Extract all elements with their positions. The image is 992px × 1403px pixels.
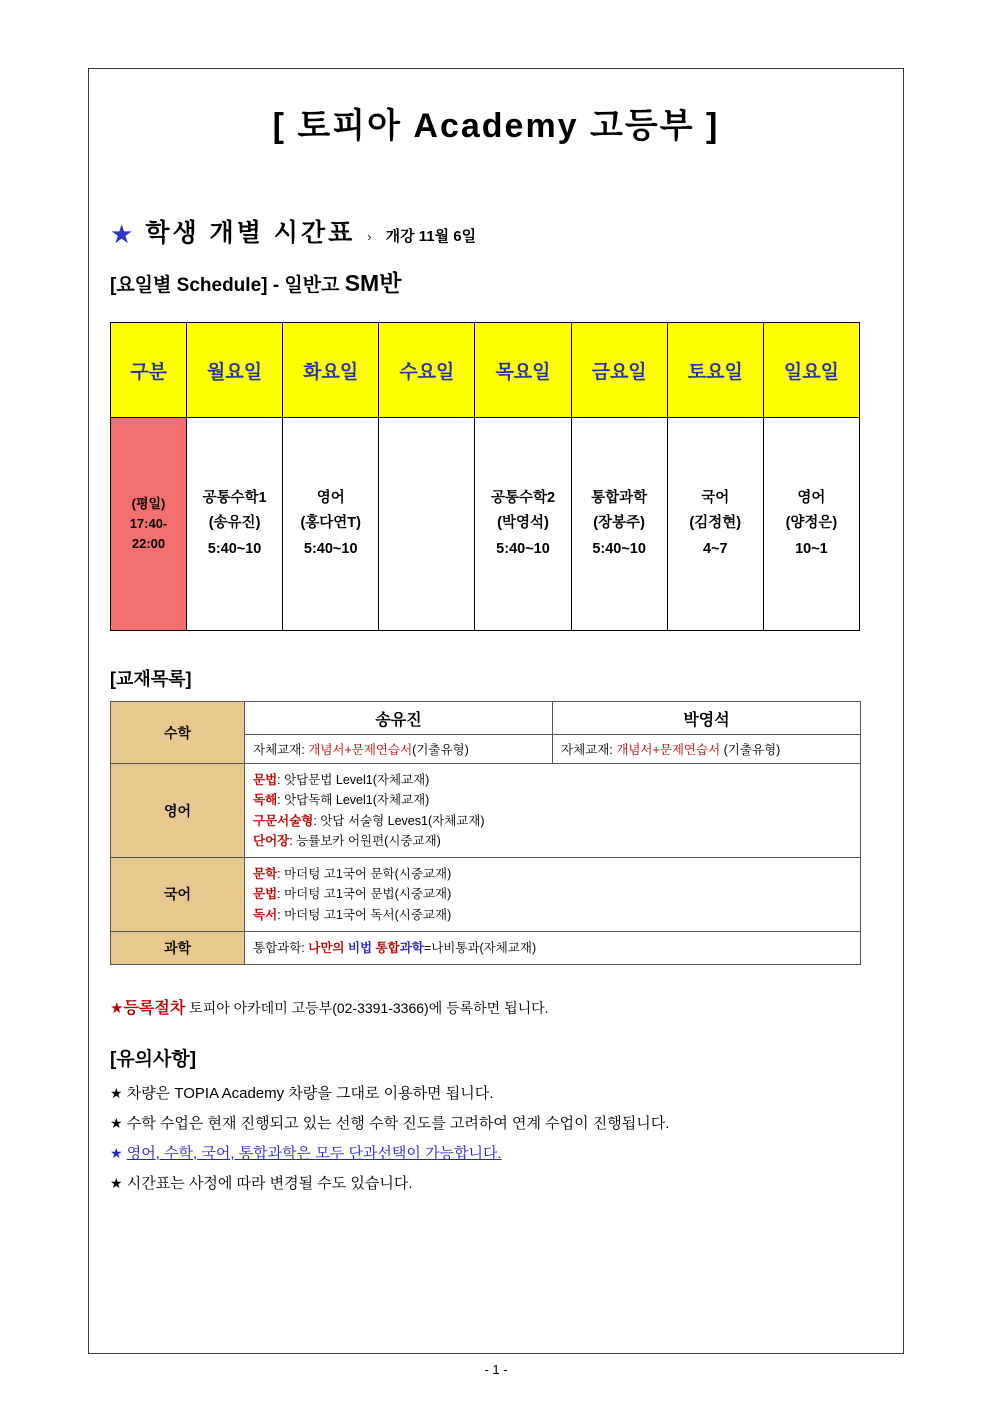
science-blue-1: 비법 <box>347 940 376 955</box>
column-header-tuesday: 화요일 <box>283 323 379 418</box>
math-book-left-suffix: (기출유형) <box>412 743 469 757</box>
schedule-cell-wednesday <box>379 418 475 631</box>
science-suffix: =나비통과(자체교재) <box>423 940 537 955</box>
math-teacher-right: 박영석 <box>553 702 861 735</box>
schedule-label-class: SM반 <box>344 270 402 296</box>
list-item <box>253 905 852 925</box>
list-item <box>110 1139 882 1169</box>
table-row-math-teachers <box>111 702 861 735</box>
list-item <box>110 1079 882 1109</box>
english-label-2: 독해 <box>253 793 278 808</box>
time-slot-cell <box>111 418 187 631</box>
course-teacher: (장봉주) <box>593 515 645 532</box>
column-header-saturday: 토요일 <box>667 323 763 418</box>
english-text-4: : 능률보카 어원편(시중교재) <box>289 833 441 848</box>
course-name: 국어 <box>701 489 730 506</box>
star-icon: ★ <box>110 1085 123 1101</box>
course-teacher: (홍다연T) <box>300 515 361 532</box>
course-name: 공통수학2 <box>490 489 556 506</box>
english-label-3: 구문서술형 <box>253 813 314 828</box>
subject-science: 과학 <box>111 931 245 964</box>
course-time: 5:40~10 <box>496 540 550 557</box>
page-number: - 1 - <box>484 1362 508 1377</box>
column-header-friday: 금요일 <box>571 323 667 418</box>
page-title: [ 토피아 Academy 고등부 ] <box>272 107 720 145</box>
schedule-cell-saturday <box>667 418 763 631</box>
english-label-1: 문법 <box>253 773 278 787</box>
registration-line <box>110 995 882 1018</box>
time-slot-line-3: 22:00 <box>131 536 166 552</box>
math-book-right-prefix: 자체교재: <box>561 743 617 757</box>
science-prefix: 통합과학: <box>253 940 309 955</box>
list-item <box>253 831 852 851</box>
list-item <box>253 864 852 884</box>
korean-text-1: : 마더텅 고1국어 문학(시중교재) <box>277 867 452 881</box>
notice-text: 수학 수업은 현재 진행되고 있는 선행 수학 진도를 고려하여 연계 수업이 진행됩니다. <box>126 1115 670 1132</box>
list-item <box>253 811 852 831</box>
english-text-1: : 앗답문법 Level1(자체교재) <box>277 773 430 787</box>
time-slot-line-1: (평일) <box>131 495 166 511</box>
schedule-cell-monday <box>187 418 283 631</box>
course-name: 영어 <box>797 489 826 506</box>
table-row-english <box>111 764 861 858</box>
course-time: 5:40~10 <box>592 540 646 557</box>
table-row-science <box>111 931 861 964</box>
course-time: 4~7 <box>702 540 728 557</box>
notice-text: 영어, 수학, 국어, 통합과학은 모두 단과선택이 가능합니다. <box>126 1145 502 1162</box>
schedule-cell-tuesday <box>283 418 379 631</box>
notice-heading: [유의사항] <box>110 1049 197 1070</box>
column-header-wednesday: 수요일 <box>379 323 475 418</box>
english-book-list <box>245 764 861 858</box>
korean-label-3: 독서 <box>253 907 278 922</box>
star-icon: ★ <box>110 1145 123 1161</box>
column-header-sunday: 일요일 <box>763 323 859 418</box>
time-slot-line-2: 17:40- <box>129 515 168 531</box>
science-book-list <box>245 931 861 964</box>
course-time: 10~1 <box>795 540 828 557</box>
korean-label-1: 문학 <box>253 867 278 881</box>
math-book-left-highlight: 개념서+문제연습서 <box>308 743 413 757</box>
math-book-right-suffix: (기출유형) <box>720 743 781 757</box>
subject-korean: 국어 <box>111 858 245 932</box>
column-header-monday: 월요일 <box>187 323 283 418</box>
textbook-table <box>110 701 861 965</box>
korean-book-list <box>245 858 861 932</box>
english-text-3: : 앗답 서술형 Leves1(자체교재) <box>313 813 485 828</box>
star-icon: ★ <box>110 1000 124 1017</box>
page-content <box>110 80 882 1199</box>
course-time: 5:40~10 <box>207 540 262 557</box>
section-subtitle: 개강 11월 6일 <box>385 228 477 245</box>
math-book-right <box>553 735 861 764</box>
table-row <box>111 418 860 631</box>
schedule-cell-friday <box>571 418 667 631</box>
course-name: 공통수학1 <box>202 489 267 506</box>
list-item <box>110 1169 882 1199</box>
subject-math: 수학 <box>111 702 245 764</box>
textbook-section-heading: [교재목록] <box>110 669 192 689</box>
math-book-left-prefix: 자체교재: <box>253 743 309 757</box>
list-item <box>253 790 852 810</box>
english-text-2: : 앗답독해 Level1(자체교재) <box>277 793 430 808</box>
star-icon: ★ <box>110 219 134 249</box>
korean-text-3: : 마더텅 고1국어 독서(시중교재) <box>277 907 452 922</box>
list-item <box>253 884 852 904</box>
course-teacher: (양정은) <box>785 515 838 532</box>
star-icon: ★ <box>110 1115 123 1131</box>
science-red-1: 나만의 <box>308 940 348 955</box>
table-header-row <box>111 323 860 418</box>
weekly-schedule-table <box>110 322 860 631</box>
course-time: 5:40~10 <box>303 540 358 557</box>
course-teacher: (송유진) <box>208 515 261 532</box>
korean-text-2: : 마더텅 고1국어 문법(시중교재) <box>277 887 452 902</box>
registration-text: 토피아 아카데미 고등부(02-3391-3366)에 등록하면 됩니다. <box>189 1000 549 1016</box>
math-book-left <box>245 735 553 764</box>
english-label-4: 단어장 <box>253 833 290 848</box>
subject-english: 영어 <box>111 764 245 858</box>
star-icon: ★ <box>110 1175 123 1191</box>
arrow-icon: › <box>367 229 372 244</box>
table-row-korean <box>111 858 861 932</box>
notice-text: 시간표는 사정에 따라 변경될 수도 있습니다. <box>126 1175 413 1192</box>
course-name: 통합과학 <box>591 489 648 506</box>
schedule-label <box>110 265 882 298</box>
science-blue-2: 과학 <box>399 940 424 955</box>
course-teacher: (김정현) <box>689 515 742 532</box>
list-item <box>110 1109 882 1139</box>
list-item <box>253 770 852 790</box>
section-header <box>110 213 882 249</box>
schedule-cell-sunday <box>763 418 859 631</box>
course-name: 영어 <box>316 489 345 506</box>
math-book-right-highlight: 개념서+문제연습서 <box>616 743 721 757</box>
schedule-label-prefix: [요일별 Schedule] - 일반고 <box>110 275 345 296</box>
science-red-2: 통합 <box>375 940 400 955</box>
column-header-division: 구분 <box>111 323 187 418</box>
column-header-thursday: 목요일 <box>475 323 571 418</box>
registration-title: 등록절차 <box>123 1000 186 1017</box>
section-title: 학생 개별 시간표 <box>145 219 356 247</box>
course-teacher: (박영석) <box>497 515 549 532</box>
korean-label-2: 문법 <box>253 887 278 902</box>
schedule-cell-thursday <box>475 418 571 631</box>
notice-list <box>110 1079 882 1199</box>
notice-text: 차량은 TOPIA Academy 차량을 그대로 이용하면 됩니다. <box>126 1085 494 1102</box>
math-teacher-left: 송유진 <box>245 702 553 735</box>
